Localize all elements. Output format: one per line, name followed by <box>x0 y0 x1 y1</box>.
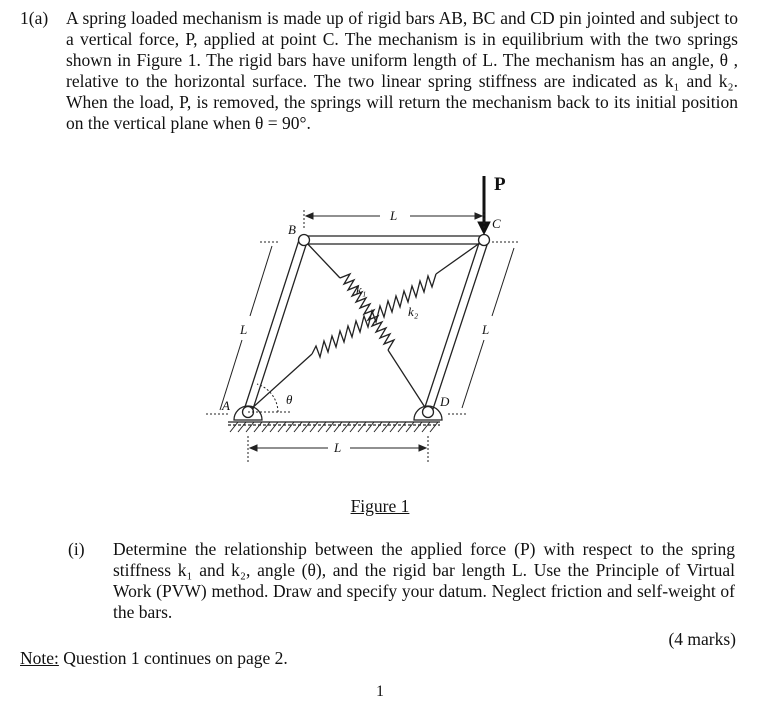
length-top-label: L <box>390 208 398 223</box>
angle-label: θ <box>286 392 293 407</box>
point-d-label: D <box>440 394 450 409</box>
length-right-label: L <box>482 322 490 337</box>
figure-1-diagram <box>200 170 540 470</box>
note-label: Note: <box>20 648 59 668</box>
bar-bc <box>304 236 482 244</box>
load-arrow <box>478 176 490 234</box>
length-bottom-label: L <box>334 440 342 455</box>
question-number: 1(a) <box>20 8 49 28</box>
subquestion-number: (i) <box>68 539 85 559</box>
pin-d <box>423 407 434 418</box>
marks-allocation: (4 marks) <box>668 629 736 649</box>
spring-k2 <box>304 240 428 412</box>
subquestion-text: Determine the relationship between the applied force (P) with respect to the spring stiffness k₁ and k₂, angle (θ), and the rigid bar length L. Use the Principle of Virtual Work (PVW) method. Draw and specify your datum. Neglect friction and self-weight of the bars. <box>113 539 735 622</box>
figure-caption: Figure 1 <box>350 496 410 516</box>
bar-cd <box>424 240 488 412</box>
ground-surface <box>228 422 440 432</box>
pin-b <box>299 235 310 246</box>
spring-k2-label: k₂ <box>408 304 419 319</box>
question-text: A spring loaded mechanism is made up of rigid bars AB, BC and CD pin jointed and subject to a vertical force, P, applied at point C. The mechanism is in equilibrium with the two springs shown in Figure 1. The rigid bars have uniform length of L. The mechanism has an angle, θ , relative to the horizontal surface. The two linear spring stiffness are indicated as k₁ and k₂. When the load, P, is removed, the springs will return the mechanism back to its initial position on the vertical plane when θ = 90°. <box>66 8 738 133</box>
spring-k1 <box>250 240 484 410</box>
load-label: P <box>494 174 506 195</box>
length-left-label: L <box>240 322 248 337</box>
continuation-note <box>20 648 288 669</box>
spring-k1-label: k₁ <box>356 282 367 297</box>
note-text: Question 1 continues on page 2. <box>58 648 288 668</box>
page-number: 1 <box>376 683 384 700</box>
point-c-label: C <box>492 216 501 231</box>
pin-c <box>479 235 490 246</box>
point-b-label: B <box>288 222 296 237</box>
point-a-label: A <box>222 398 230 413</box>
